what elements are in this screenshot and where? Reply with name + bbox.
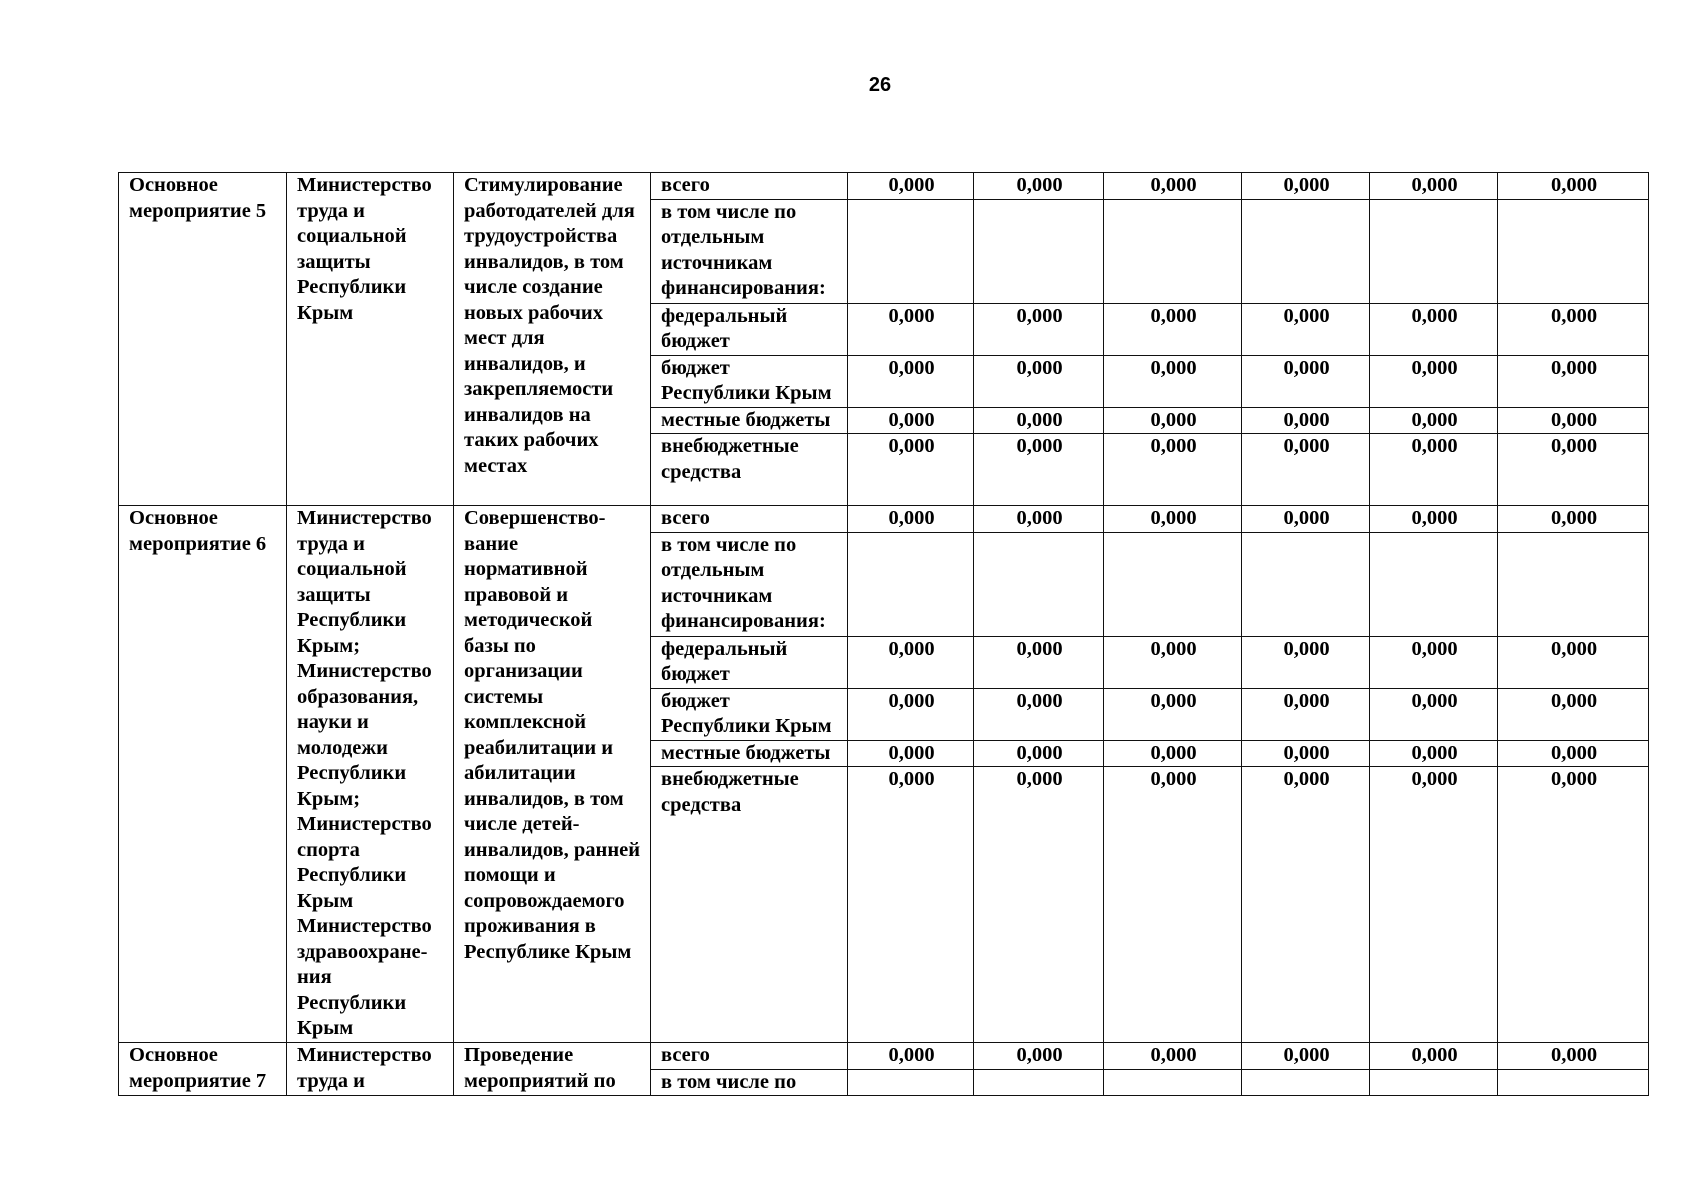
table-body xyxy=(119,173,1649,1096)
value-cell xyxy=(974,199,1104,303)
value-cell: 0,000 xyxy=(1370,355,1498,407)
measure-code-cell: Основное мероприятие 7 xyxy=(119,1043,287,1096)
value-cell xyxy=(1370,532,1498,636)
value-cell: 0,000 xyxy=(848,407,974,434)
value-cell: 0,000 xyxy=(1104,303,1242,355)
value-cell: 0,000 xyxy=(1370,173,1498,200)
value-cell xyxy=(1498,199,1649,303)
value-cell xyxy=(1370,199,1498,303)
value-cell: 0,000 xyxy=(1498,407,1649,434)
executor-cell: Министерство труда и xyxy=(287,1043,454,1096)
value-cell: 0,000 xyxy=(848,506,974,533)
value-cell: 0,000 xyxy=(848,355,974,407)
funding-source-cell: федеральный бюджет xyxy=(651,636,848,688)
value-cell xyxy=(974,532,1104,636)
value-cell xyxy=(848,1069,974,1096)
value-cell: 0,000 xyxy=(1242,1043,1370,1070)
value-cell: 0,000 xyxy=(1242,355,1370,407)
value-cell: 0,000 xyxy=(1498,636,1649,688)
value-cell: 0,000 xyxy=(1370,688,1498,740)
value-cell: 0,000 xyxy=(848,434,974,506)
value-cell: 0,000 xyxy=(1242,740,1370,767)
funding-source-cell: в том числе по отдельным источникам финансирования: xyxy=(651,532,848,636)
value-cell: 0,000 xyxy=(1104,434,1242,506)
description-cell: Совершенство-вание нормативной правовой и методической базы по организации системы комплексной реабилитации и абилитации инвалидов, в том числе детей-инвалидов, ранней помощи и сопровождаемого проживания в Республике Крым xyxy=(454,506,651,1043)
value-cell: 0,000 xyxy=(1370,767,1498,1043)
value-cell xyxy=(1498,532,1649,636)
value-cell: 0,000 xyxy=(1370,303,1498,355)
measure-code-cell: Основное мероприятие 5 xyxy=(119,173,287,506)
value-cell: 0,000 xyxy=(1242,767,1370,1043)
value-cell: 0,000 xyxy=(1104,740,1242,767)
value-cell: 0,000 xyxy=(1498,688,1649,740)
value-cell: 0,000 xyxy=(1104,767,1242,1043)
value-cell xyxy=(1242,1069,1370,1096)
value-cell: 0,000 xyxy=(1370,1043,1498,1070)
value-cell: 0,000 xyxy=(1104,173,1242,200)
value-cell: 0,000 xyxy=(1498,767,1649,1043)
value-cell: 0,000 xyxy=(848,740,974,767)
value-cell: 0,000 xyxy=(1498,173,1649,200)
value-cell: 0,000 xyxy=(1370,434,1498,506)
value-cell: 0,000 xyxy=(1242,434,1370,506)
funding-source-cell: федеральный бюджет xyxy=(651,303,848,355)
value-cell: 0,000 xyxy=(848,688,974,740)
funding-source-cell: в том числе по xyxy=(651,1069,848,1096)
value-cell xyxy=(1104,1069,1242,1096)
value-cell: 0,000 xyxy=(974,407,1104,434)
funding-source-cell: всего xyxy=(651,1043,848,1070)
funding-source-cell: в том числе по отдельным источникам финансирования: xyxy=(651,199,848,303)
measure-code-cell: Основное мероприятие 6 xyxy=(119,506,287,1043)
value-cell xyxy=(974,1069,1104,1096)
value-cell xyxy=(848,199,974,303)
funding-source-cell: всего xyxy=(651,506,848,533)
value-cell: 0,000 xyxy=(974,506,1104,533)
value-cell: 0,000 xyxy=(1498,1043,1649,1070)
funding-source-cell: внебюджетные средства xyxy=(651,434,848,506)
executor-cell: Министерство труда и социальной защиты Республики Крым; Министерство образования, науки и молодежи Республики Крым; Министерство спорта Республики Крым Министерство здравоохране-ния Республики Крым xyxy=(287,506,454,1043)
value-cell: 0,000 xyxy=(1104,506,1242,533)
value-cell: 0,000 xyxy=(974,173,1104,200)
value-cell xyxy=(1242,532,1370,636)
table-row xyxy=(119,173,1649,200)
value-cell: 0,000 xyxy=(848,767,974,1043)
value-cell: 0,000 xyxy=(974,355,1104,407)
page-number: 26 xyxy=(868,74,892,96)
funding-source-cell: бюджет Республики Крым xyxy=(651,355,848,407)
funding-source-cell: внебюджетные средства xyxy=(651,767,848,1043)
value-cell: 0,000 xyxy=(1104,636,1242,688)
funding-source-cell: бюджет Республики Крым xyxy=(651,688,848,740)
funding-source-cell: всего xyxy=(651,173,848,200)
value-cell: 0,000 xyxy=(974,767,1104,1043)
value-cell: 0,000 xyxy=(974,434,1104,506)
description-cell: Стимулирование работодателей для трудоустройства инвалидов, в том числе создание новых рабочих мест для инвалидов, и закрепляемости инвалидов на таких рабочих местах xyxy=(454,173,651,506)
value-cell: 0,000 xyxy=(1498,434,1649,506)
value-cell xyxy=(1104,532,1242,636)
value-cell xyxy=(1498,1069,1649,1096)
value-cell xyxy=(1242,199,1370,303)
value-cell: 0,000 xyxy=(1104,355,1242,407)
value-cell: 0,000 xyxy=(1498,303,1649,355)
value-cell: 0,000 xyxy=(1242,636,1370,688)
funding-source-cell: местные бюджеты xyxy=(651,740,848,767)
value-cell: 0,000 xyxy=(1242,303,1370,355)
value-cell: 0,000 xyxy=(1104,407,1242,434)
value-cell xyxy=(848,532,974,636)
table-row xyxy=(119,1043,1649,1070)
value-cell: 0,000 xyxy=(1104,688,1242,740)
value-cell: 0,000 xyxy=(1370,636,1498,688)
description-cell: Проведение мероприятий по xyxy=(454,1043,651,1096)
value-cell: 0,000 xyxy=(974,740,1104,767)
value-cell: 0,000 xyxy=(848,173,974,200)
value-cell xyxy=(1370,1069,1498,1096)
executor-cell: Министерство труда и социальной защиты Республики Крым xyxy=(287,173,454,506)
value-cell: 0,000 xyxy=(1498,506,1649,533)
value-cell: 0,000 xyxy=(974,636,1104,688)
funding-source-cell: местные бюджеты xyxy=(651,407,848,434)
budget-table xyxy=(118,172,1649,1096)
value-cell: 0,000 xyxy=(1242,407,1370,434)
value-cell: 0,000 xyxy=(1498,740,1649,767)
value-cell: 0,000 xyxy=(848,303,974,355)
value-cell: 0,000 xyxy=(1242,688,1370,740)
value-cell: 0,000 xyxy=(974,303,1104,355)
value-cell: 0,000 xyxy=(974,1043,1104,1070)
value-cell: 0,000 xyxy=(848,1043,974,1070)
table-row xyxy=(119,506,1649,533)
value-cell: 0,000 xyxy=(1370,407,1498,434)
value-cell: 0,000 xyxy=(1370,740,1498,767)
value-cell: 0,000 xyxy=(1498,355,1649,407)
value-cell: 0,000 xyxy=(1370,506,1498,533)
value-cell: 0,000 xyxy=(848,636,974,688)
value-cell xyxy=(1104,199,1242,303)
value-cell: 0,000 xyxy=(974,688,1104,740)
value-cell: 0,000 xyxy=(1242,173,1370,200)
value-cell: 0,000 xyxy=(1104,1043,1242,1070)
value-cell: 0,000 xyxy=(1242,506,1370,533)
